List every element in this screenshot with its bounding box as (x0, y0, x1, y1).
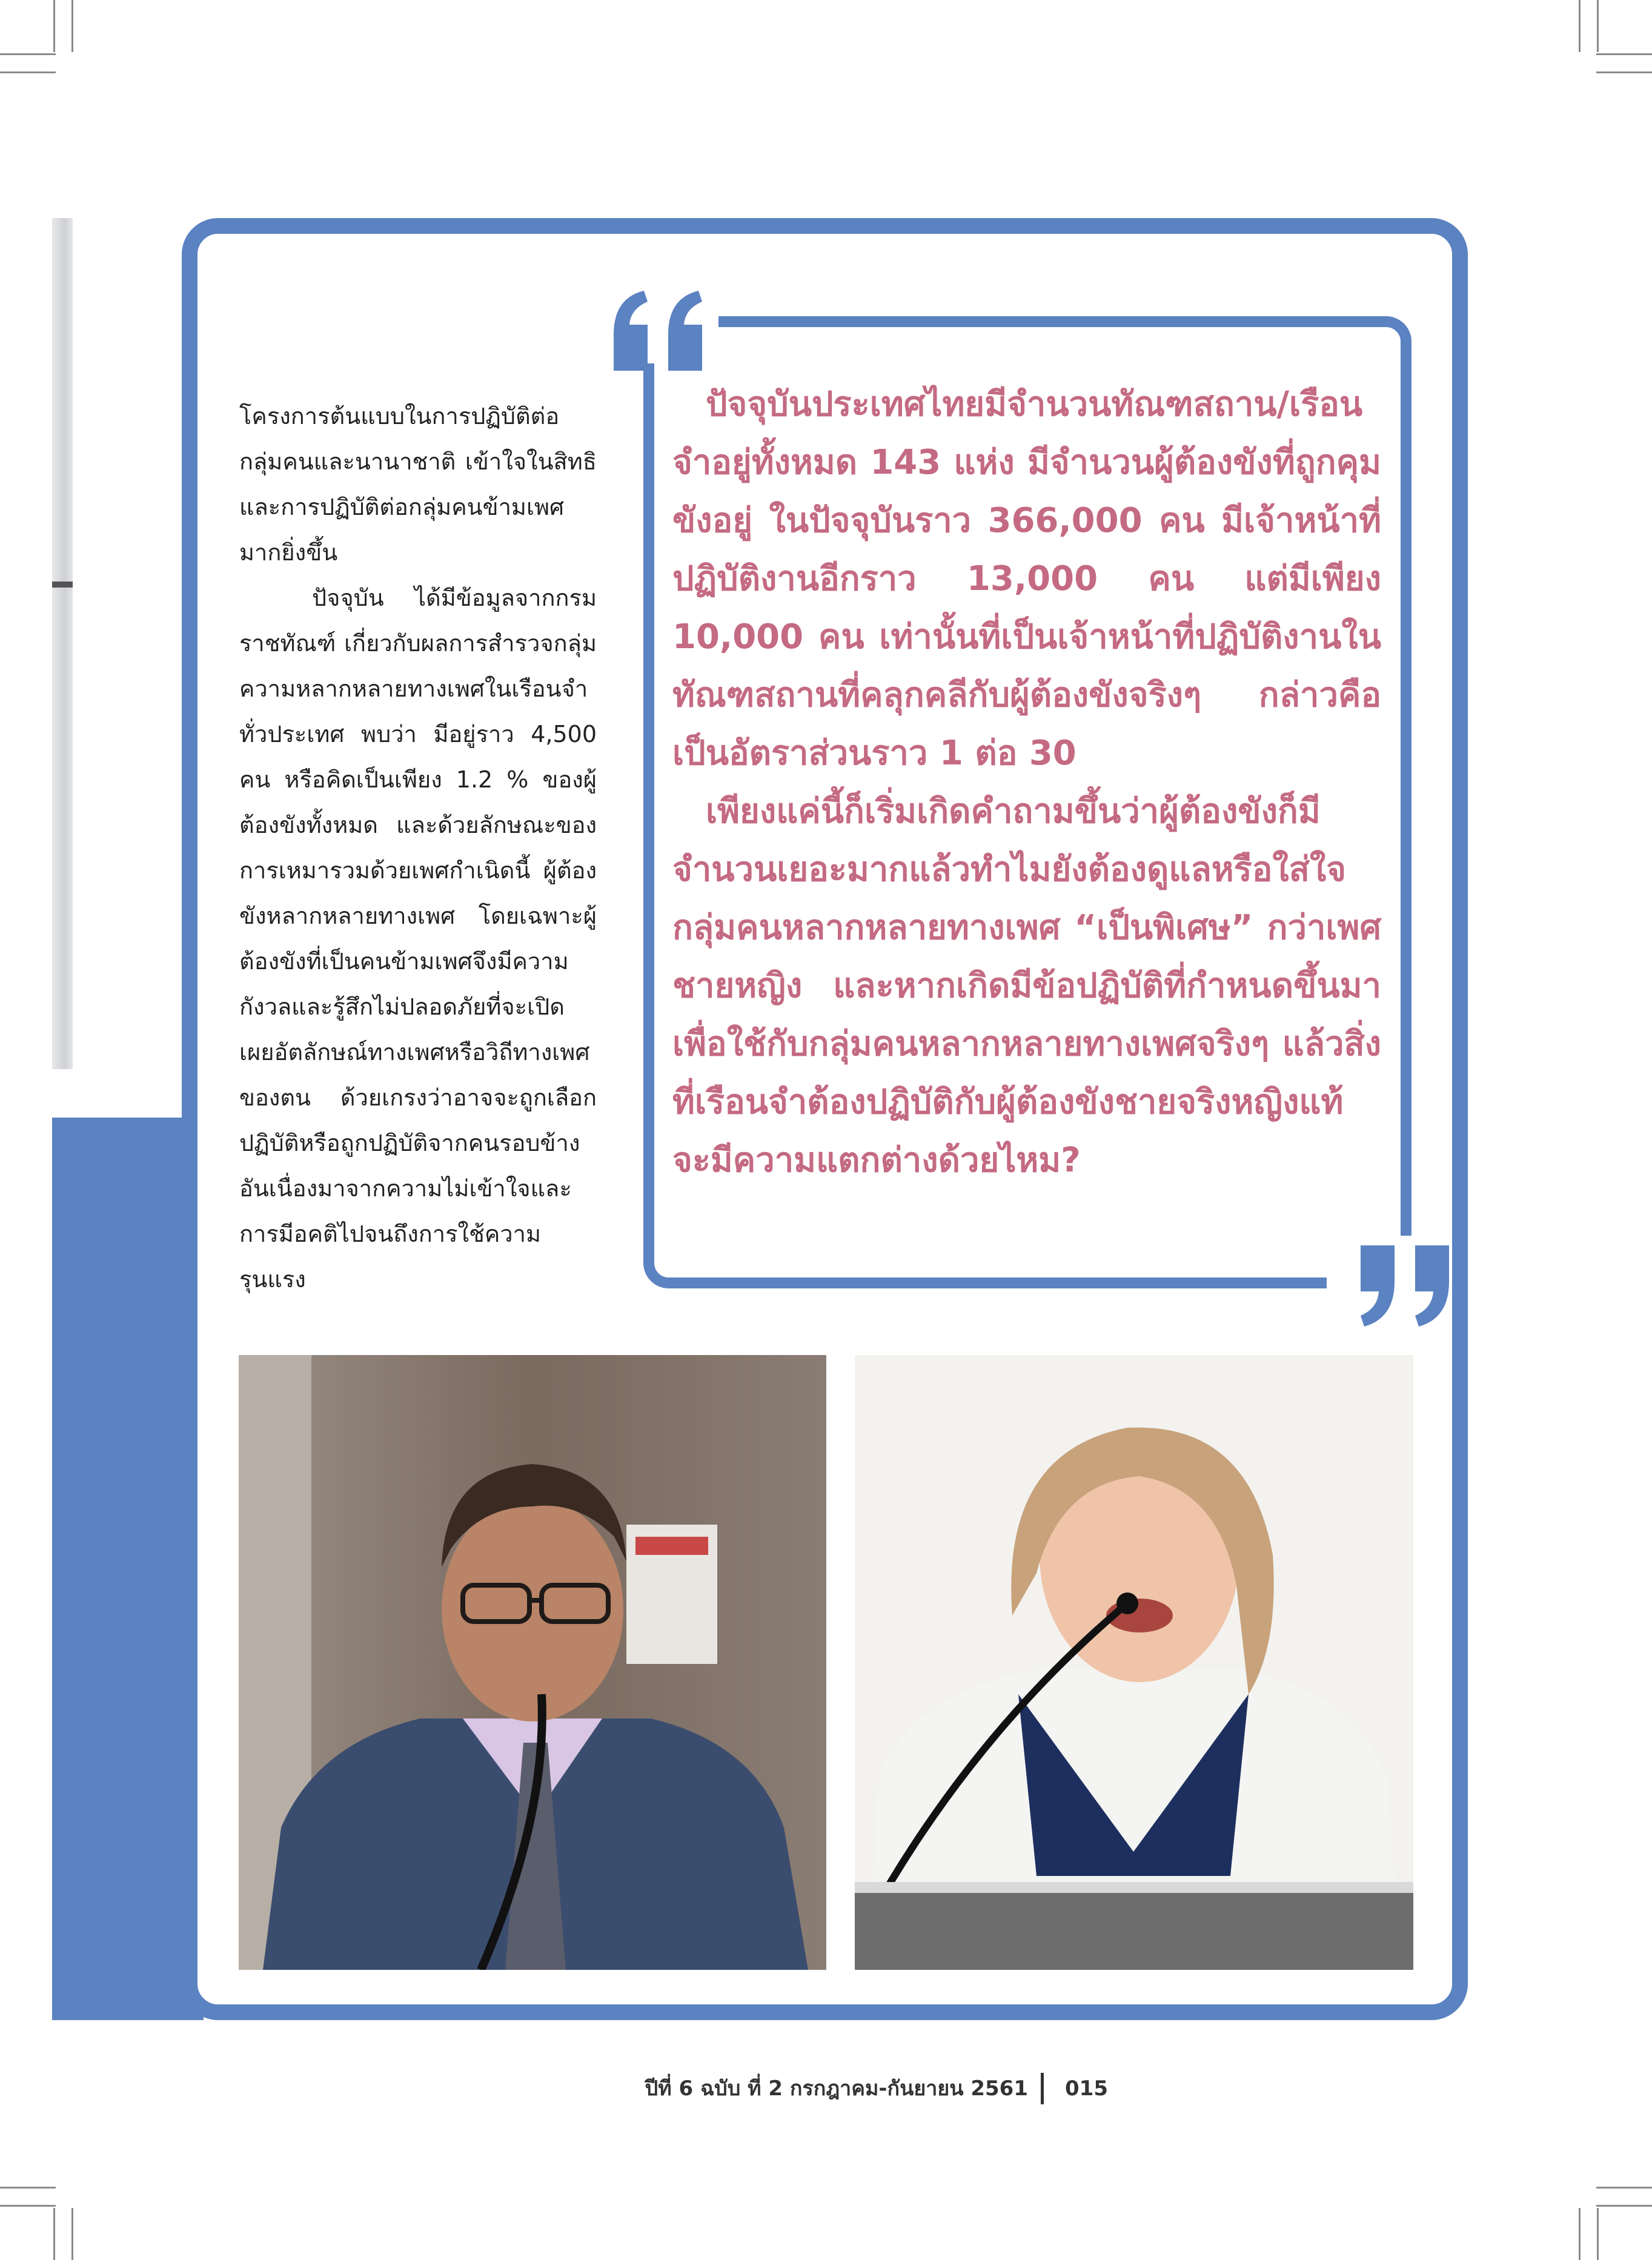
crop-mark (0, 2205, 56, 2207)
crop-mark (1597, 0, 1599, 52)
crop-mark (0, 2187, 56, 2189)
crop-mark (0, 71, 56, 73)
quote-paragraph-1: ปัจจุบันประเทศไทยมีจำนวนทัณฑสถาน/เรือนจำอยู่ทั้งหมด 143 แห่ง มีจำนวนผู้ต้องขังที่ถูกคุมขังอยู่ ในปัจจุบันราว 366,000 คน มีเจ้าหน้าที่ปฏิบัติงานอีกราว 13,000 คน แต่มีเพียง 10,000 คน เท่านั้นที่เป็นเจ้าหน้าที่ปฏิบัติงานในทัณฑสถานที่คลุกคลีกับผู้ต้องขังจริงๆ กล่าวคือเป็นอัตราส่วนราว 1 ต่อ 30 (672, 385, 1381, 773)
close-quote-icon (1352, 1242, 1455, 1333)
speaker-photo-man (239, 1355, 826, 1970)
pull-quote (672, 376, 1381, 1190)
crop-mark (1596, 71, 1652, 73)
left-column-text (239, 394, 597, 1302)
crop-mark (71, 0, 73, 52)
crop-mark (1579, 2208, 1581, 2260)
crop-mark (1596, 2187, 1652, 2189)
crop-mark (1596, 53, 1652, 55)
quote-paragraph-2: เพียงแค่นี้ก็เริ่มเกิดคำถามขึ้นว่าผู้ต้องขังก็มีจำนวนเยอะมากแล้วทำไมยังต้องดูแลหรือใส่ใจกลุ่มคนหลากหลายทางเพศ “เป็นพิเศษ” กว่าเพศชายหญิง และหากเกิดมีข้อปฏิบัติที่กำหนดขึ้นมาเพื่อใช้กับกลุ่มคนหลากหลายทางเพศจริงๆ แล้วสิ่งที่เรือนจำต้องปฏิบัติกับผู้ต้องขังชายจริงหญิงแท้จะมีความแตกต่างด้วยไหม? (672, 792, 1381, 1180)
issue-info: ปีที่ 6 ฉบับ ที่ 2 กรกฎาคม-กันยายน 2561 (645, 2076, 1028, 2101)
crop-mark (1596, 2205, 1652, 2207)
speaker-photo-woman (855, 1355, 1413, 1970)
side-photo-strip (52, 218, 73, 1069)
crop-mark (1597, 2208, 1599, 2260)
left-paragraph-2: ปัจจุบัน ได้มีข้อมูลจากกรมราชทัณฑ์ เกี่ยวกับผลการสำรวจกลุ่มความหลากหลายทางเพศในเรือนจำทั่วประเทศ พบว่า มีอยู่ราว 4,500 คน หรือคิดเป็นเพียง 1.2 % ของผู้ต้องขังทั้งหมด และด้วยลักษณะของการเหมารวมด้วยเพศกำเนิดนี้ ผู้ต้องขังหลากหลายทางเพศ โดยเฉพาะผู้ต้องขังที่เป็นคนข้ามเพศจึงมีความกังวลและรู้สึกไม่ปลอดภัยที่จะเปิดเผยอัตลักษณ์ทางเพศหรือวิถีทางเพศของตน ด้วยเกรงว่าอาจจะถูกเลือกปฏิบัติหรือถูกปฏิบัติจากคนรอบข้างอันเนื่องมาจากความไม่เข้าใจและการมีอคติไปจนถึงการใช้ความรุนแรง (239, 585, 597, 1293)
page-number: 015 (1065, 2076, 1108, 2101)
crop-mark (71, 2208, 73, 2260)
crop-mark (53, 2208, 55, 2260)
left-paragraph-1: โครงการต้นแบบในการปฏิบัติต่อกลุ่มคนและนานาชาติ เข้าใจในสิทธิและการปฏิบัติต่อกลุ่มคนข้ามเพศมากยิ่งขึ้น (239, 403, 597, 566)
page-footer (0, 2070, 1652, 2107)
crop-mark (1579, 0, 1581, 52)
crop-mark (53, 0, 55, 52)
blue-band (52, 1118, 204, 2020)
crop-mark (0, 53, 56, 55)
open-quote-icon (608, 286, 711, 377)
footer-divider (1041, 2073, 1044, 2104)
